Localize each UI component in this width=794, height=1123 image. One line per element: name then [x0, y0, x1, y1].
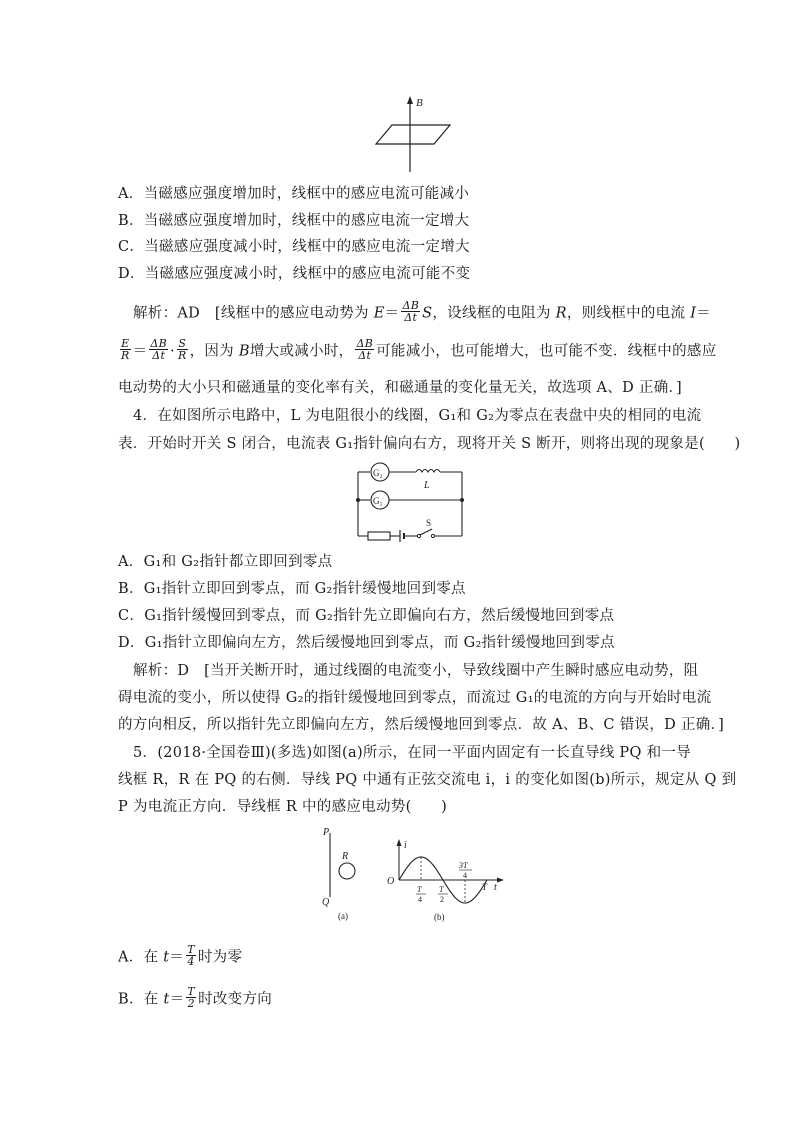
inductor-label-l: L [424, 480, 430, 491]
fraction-db-dt-2: $\frac{\Delta B}{\Delta t}$ [150, 337, 168, 362]
q5-option-b: B．在 t＝ $\frac{T}{2}$ 时改变方向 [118, 985, 273, 1010]
q4-stem-line-2: 表．开始时开关 S 闭合，电流表 G₁指针偏向右方，现将开关 S 断开，则将出现的现象是( ) [118, 436, 741, 452]
q5-option-a: A．在 t＝ $\frac{T}{4}$ 时为零 [118, 943, 243, 968]
meter-g2-label: G₂ [373, 468, 383, 478]
caption-b: (b) [434, 912, 445, 922]
loop-label-r: R [342, 851, 349, 862]
q3-option-a: A．当磁感应强度增加时，线框中的感应电流可能减小 [118, 186, 470, 202]
q3-analysis-line-1: 解析：AD [线框中的感应电动势为 E＝ $\frac{\Delta B}{\Delta t}$ S，设线框的电阻为 R，则线框中的电流 I＝ [133, 299, 712, 324]
magnetic-field-plane-figure [370, 92, 460, 174]
q5-stem-line-2: 线框 R，R 在 PQ 的右侧．导线 PQ 中通有正弦交流电 i，i 的变化如图(b)所示，规定从 Q 到 [118, 772, 737, 788]
fraction-t-4: $\frac{T}{4}$ [187, 943, 195, 968]
caption-a: (a) [338, 911, 348, 921]
fraction-s-r: $\frac{S}{R}$ [177, 337, 187, 362]
q4-option-c: C．G₁指针缓慢回到零点，而 G₂指针先立即偏向右方，然后缓慢地回到零点 [118, 608, 615, 624]
wire-end-p: P [323, 827, 330, 838]
q3-option-c: C．当磁感应强度减小时，线框中的感应电流一定增大 [118, 239, 470, 255]
field-label-b: B [416, 97, 423, 109]
q5-stem-line-3: P 为电流正方向．导线框 R 中的感应电动势( ) [118, 799, 448, 815]
q4-option-a: A．G₁和 G₂指针都立即回到零点 [118, 554, 333, 570]
wire-loop-figure-a [318, 823, 368, 923]
sine-current-graph-b [383, 838, 508, 924]
q3-option-d: D．当磁感应强度减小时，线框中的感应电流可能不变 [118, 266, 471, 282]
q4-analysis-line-2: 碍电流的变小，所以使得 G₂的指针缓慢地回到零点，而流过 G₁的电流的方向与开始时电流 [118, 690, 712, 706]
q3-analysis-line-2: $\frac{E}{R}$ ＝ $\frac{\Delta B}{\Delta t}$ · $\frac{S}{R}$ ，因为 B增大或减小时， $\frac{\Delta B}{\Delta t}$ 可能减小，也可能增大，也可能不变．线框中的感应 [121, 337, 717, 362]
tick-t4-num: T [417, 885, 422, 894]
q4-stem-line-1: 4．在如图所示电路中，L 为电阻很小的线圈，G₁和 G₂为零点在表盘中央的相同的电流 [133, 408, 702, 424]
fraction-db-dt: $\frac{\Delta B}{\Delta t}$ [402, 299, 420, 324]
origin-label-o: O [387, 876, 395, 887]
q4-analysis-line-1: 解析：D [当开关断开时，通过线圈的电流变小，导致线圈中产生瞬时感应电动势，阻 [133, 663, 699, 679]
q4-option-d: D．G₁指针立即偏向左方，然后缓慢地回到零点，而 G₂指针缓慢地回到零点 [118, 635, 615, 651]
axis-label-i: i [404, 840, 407, 851]
tick-t-label: T [482, 882, 488, 892]
circuit-figure [350, 460, 470, 544]
q4-analysis-line-3: 的方向相反，所以指针先立即偏向左方，然后缓慢地回到零点．故 A、B、C 错误，D 正确．] [118, 717, 725, 733]
q4-option-b: B．G₁指针立即回到零点，而 G₂指针缓慢地回到零点 [118, 581, 466, 597]
fraction-t-2: $\frac{T}{2}$ [187, 985, 196, 1010]
q5-stem-line-1: 5．(2018·全国卷Ⅲ)(多选)如图(a)所示，在同一平面内固定有一长直导线 PQ 和一导 [133, 745, 691, 761]
fraction-db-dt-3: $\frac{\Delta B}{\Delta t}$ [356, 337, 374, 362]
switch-label-s: S [426, 518, 432, 528]
tick-t4-den: 4 [418, 895, 422, 904]
tick-3t4-num: 3T [459, 861, 468, 870]
tick-t2-num: T [439, 885, 444, 894]
tick-3t4-den: 4 [463, 871, 467, 880]
meter-g1-label: G₁ [373, 496, 383, 506]
q3-option-b: B．当磁感应强度增加时，线框中的感应电流一定增大 [118, 213, 470, 229]
tick-t2-den: 2 [440, 895, 444, 904]
axis-label-t: t [494, 882, 497, 893]
fraction-e-r: $\frac{E}{R}$ [121, 337, 130, 362]
wire-end-q: Q [322, 897, 330, 908]
q3-analysis-line-3: 电动势的大小只和磁通量的变化率有关，和磁通量的变化量无关，故选项 A、D 正确．] [118, 380, 683, 396]
